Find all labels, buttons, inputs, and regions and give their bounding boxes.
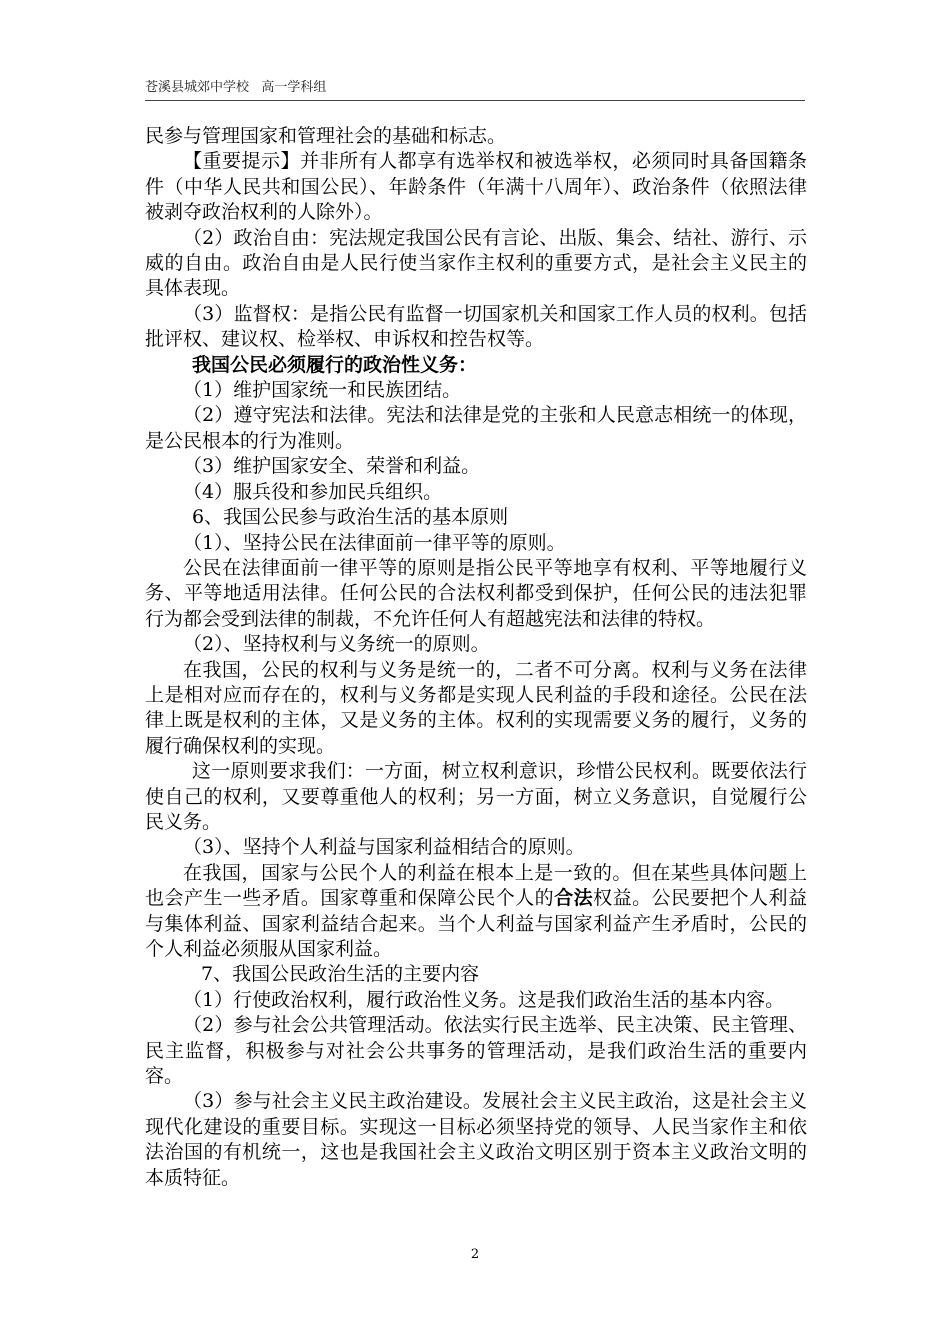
- paragraph: （2）参与社会公共管理活动。依法实行民主选举、民主决策、民主管理、民主监督，积极参与对社会公共事务的管理活动，是我们政治生活的重要内容。: [145, 1014, 807, 1088]
- paragraph-text: 在我国，国家与公民个人的利益在根本上是一致的。但在某些具体问题上也会产生一些矛盾。国家尊重和保障公民个人的: [145, 861, 807, 910]
- paragraph: （1）行使政治权利，履行政治性义务。这是我们政治生活的基本内容。: [183, 988, 785, 1011]
- document-body: [145, 124, 807, 1191]
- list-item: （3）维护国家安全、荣誉和利益。: [183, 455, 481, 478]
- paragraph: [145, 861, 807, 963]
- paragraph: 【重要提示】并非所有人都享有选举权和被选举权，必须同时具备国籍条件（中华人民共和国公民）、年龄条件（年满十八周年）、政治条件（依照法律被剥夺政治权利的人除外）。: [145, 150, 807, 224]
- page-number: 2: [470, 1247, 480, 1262]
- paragraph: 这一原则要求我们：一方面，树立权利意识，珍惜公民权利。既要依法行使自己的权利，又要尊重他人的权利；另一方面，树立义务意识，自觉履行公民义务。: [145, 760, 807, 833]
- paragraph-text: 权益。公民要把个人利益与集体利益、国家利益结合起来。当个人利益与国家利益产生矛盾时，公民的个人利益必须服从国家利益。: [145, 887, 807, 960]
- page-header: 苍溪县城郊中学校 高一学科组: [145, 80, 327, 95]
- list-item: （1）维护国家统一和民族团结。: [183, 379, 462, 402]
- emphasis-text: 合法: [554, 887, 594, 910]
- list-item: （4）服兵役和参加民兵组织。: [183, 480, 443, 503]
- section-heading: 7、我国公民政治生活的主要内容: [201, 963, 480, 986]
- paragraph: 民参与管理国家和管理社会的基础和标志。: [145, 125, 507, 147]
- section-heading: 我国公民必须履行的政治性义务：: [192, 353, 478, 376]
- paragraph: 在我国，公民的权利与义务是统一的，二者不可分离。权利与义务在法律上是相对应而存在的，权利与义务都是实现人民利益的手段和途径。公民在法律上既是权利的主体，又是义务的主体。权利的实现需要义务的履行，义务的履行确保权利的实现。: [145, 658, 807, 757]
- sub-heading: （2）、坚持权利与义务统一的原则。: [183, 633, 490, 656]
- paragraph: （2）遵守宪法和法律。宪法和法律是党的主张和人民意志相统一的体现，是公民根本的行为准则。: [145, 404, 807, 452]
- section-heading: 6、我国公民参与政治生活的基本原则: [192, 506, 509, 529]
- sub-heading: （3）、坚持个人利益与国家利益相结合的原则。: [183, 836, 585, 859]
- sub-heading: （1）、坚持公民在法律面前一律平等的原则。: [183, 531, 566, 554]
- paragraph: （2）政治自由：宪法规定我国公民有言论、出版、集会、结社、游行、示威的自由。政治自由是人民行使当家作主权利的重要方式，是社会主义民主的具体表现。: [145, 226, 807, 300]
- paragraph: （3）参与社会主义民主政治建设。发展社会主义民主政治，这是社会主义现代化建设的重要目标。实现这一目标必须坚持党的领导、人民当家作主和依法治国的有机统一，这也是我国社会主义政治文明区别于资本主义政治文明的本质特征。: [145, 1090, 807, 1189]
- paragraph: （3）监督权：是指公民有监督一切国家机关和国家工作人员的权利。包括批评权、建议权、检举权、申诉权和控告权等。: [145, 302, 807, 351]
- paragraph: 公民在法律面前一律平等的原则是指公民平等地享有权利、平等地履行义务、平等地适用法律。任何公民的合法权利都受到保护，任何公民的违法犯罪行为都会受到法律的制裁，不允许任何人有超越宪法和法律的特权。: [145, 556, 807, 630]
- header-divider: [145, 100, 805, 101]
